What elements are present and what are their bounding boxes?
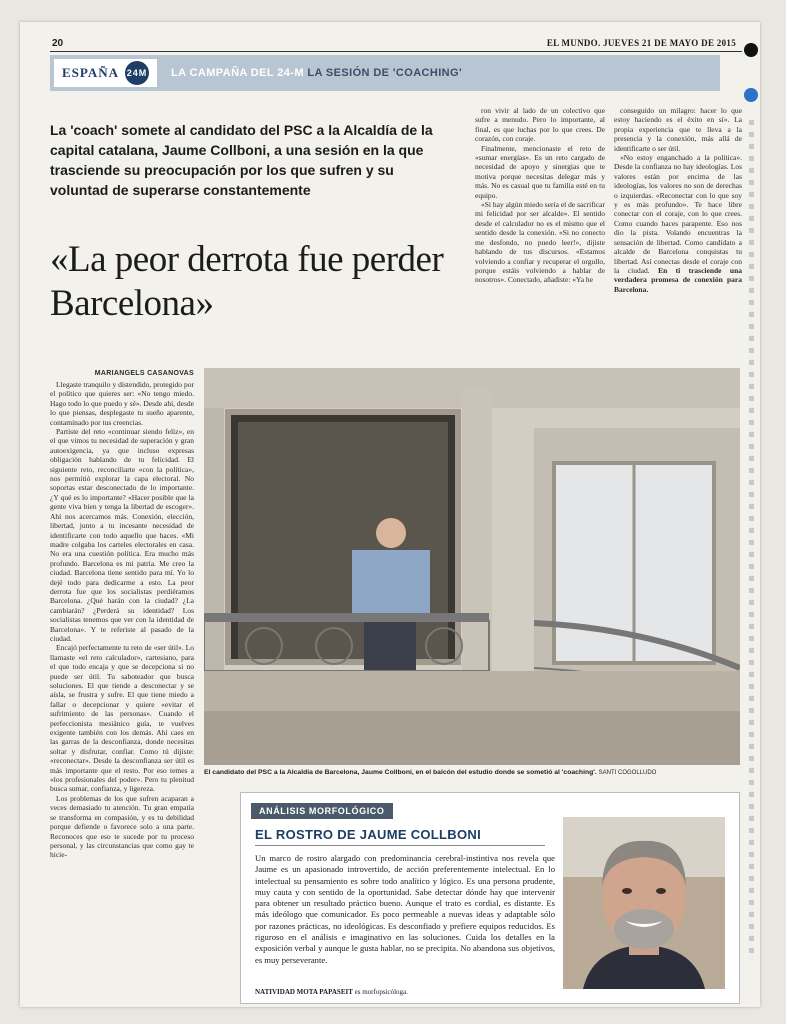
- closing-line: En ti trasciende una verdadera promesa de conexión para Barcelona.: [614, 265, 742, 294]
- kicker-prefix: LA CAMPAÑA DEL 24-M: [171, 67, 304, 79]
- paragraph: Encajó perfectamente tu reto de «ser útil». Lo llamaste «el reto calculador», cartesiano, para el que todo encaja y que se decepciona si no puede ser útil. Tu saboteador que busca soluciones. El que tiende a desconectar y se aísla, se frustra y sufre. El que tiene miedo a fallar o decepcionar y quiere «evitar el sufrimiento de las personas». Cuando el perfeccionista mesiánico guía, te vuelves exigente también con los demás. Ahí caes en las garras de la desconfianza, donde necesitas soltar y disfrutar, confiar. Como tú dijiste: «reconectar». Desde la desconfianza ser útil es más importante que el resto. Por eso temes a «los profesionales del poder». Pero tu plenitud busca sumar, confianza, y ligereza.: [50, 643, 194, 794]
- paragraph: Finalmente, mencionaste el reto de «sumar energías». Es un reto cargado de necesidad de apoyo y sinergias que te motiva porque necesitas delegar más y más. No es casual que tu familia esté en tu equipo.: [475, 143, 605, 200]
- signature-role: es morfopsicóloga.: [354, 988, 408, 996]
- analysis-signature: [255, 988, 408, 996]
- registration-dot-blue: [744, 88, 758, 102]
- registration-dot-black: [744, 43, 758, 57]
- balcony-photo: [204, 368, 740, 765]
- text-column-2: [614, 106, 742, 349]
- text-column-3: [50, 370, 194, 1000]
- paragraph-body: «No estoy enganchado a la política». Desde la confianza no hay ideologías. Los valores están por encima de las ideologías, los valores no son de derechas o izquierdas. «Reconectar con lo que soy y es más profundo». Te hace libre conectar con el coraje, con lo que crees. Como cuando haces parapente. Eso nos dio la pista. Volando encuentras la sensación de libertad. Como candidato a alcalde de Barcelona conquistas tu libertad. Así conectas desde el coraje con la ciudad.: [614, 153, 742, 275]
- top-rule: [50, 51, 742, 52]
- paragraph: Llegaste tranquilo y distendido, protegido por el político que quieres ser: «No tengo miedo. Hago todo lo que puedo y sé». Desde ahí, desde lo que piensas, desplegaste tu sueño aparente, contaminado por tus creencias.: [50, 380, 194, 427]
- section-bar: [50, 55, 720, 91]
- newspaper-page: [20, 22, 760, 1007]
- paragraph: [614, 153, 742, 294]
- analysis-tag: ANÁLISIS MORFOLÓGICO: [251, 803, 393, 819]
- paragraph: «Si hay algún miedo sería el de sacrificar mi felicidad por ser alcalde». El sentido desde el calculador no es el mismo que el sentido desde la conexión. «Si no conecto me desfondo, no puedo leer!», dijiste hablando de tus discursos. «Estamos volviendo a confiar y recuperar el orgullo, porque estáis volviendo a hablar de nosotros». Conectado, añadiste: «Ya he: [475, 200, 605, 285]
- article-headline: «La peor derrota fue perder Barcelona»: [50, 239, 444, 324]
- portrait-illustration: [563, 817, 725, 989]
- analysis-title: EL ROSTRO DE JAUME COLLBONI: [255, 827, 481, 842]
- kicker-suffix: LA SESIÓN DE 'COACHING': [307, 67, 462, 79]
- paragraph: Los problemas de los que sufren acaparan a veces demasiado tu atención. Tu gran empatía se transforma en compasión, y es tu debilidad porque defiende o favorece solo a una parte. Reconoces que eso te sucede por tu proceso personal, y las circunstancias que como gay te hicie-: [50, 793, 194, 860]
- balcony-photo-illustration: [204, 368, 740, 765]
- portrait-photo: [563, 817, 725, 989]
- caption-text: El candidato del PSC a la Alcaldía de Barcelona, Jaume Collboni, en el balcón del estudio donde se sometió al 'coaching'.: [204, 769, 597, 776]
- divider: [255, 845, 545, 846]
- paragraph: ron vivir al lado de un colectivo que sufre a menudo. Pero lo importante, al final, es que luchas por lo que crees. De corazón, con coraje.: [475, 106, 605, 144]
- section-kicker: [171, 67, 462, 79]
- page-number: 20: [52, 38, 64, 49]
- paragraph: Partiste del reto «continuar siendo feliz», en el que vimos tu necesidad de superación y gran autoexigencia, ya que incluso expresas obligación hablando de tu felicidad. El siguiente reto, reconciliarte «con la política», nos permitió explorar la capa electoral. No soportas estar desconectado de lo importante. ¿Y qué es lo importante? «Hacer posible que la gente viva bien y tenga la libertad de escoger». Ahí nos acercamos más. Conexión, elección, libertad, junto a tu incesante necesidad de identificarte con todo aquello que haces. «Mi madre colgaba los carteles electorales en casa. No era una cuestión política. Era mucho más profundo. Barcelona es mi patria. Me creo la ciudad. Barcelona tiene sentido para mí. Yo lo dejé todo para dedicarme a esto. La peor derrota fue que los socialistas perdiéramos Barcelona. ¿Qué harán con la ciudad? ¿La cambiarán? ¿Perderá su identidad? Los socialistas tenemos que ver con la identidad de Barcelona». Y te referiste al pasado de la ciudad.: [50, 427, 194, 643]
- color-bar-strip: [749, 120, 754, 960]
- section-label: [54, 59, 157, 87]
- text-column-1: [475, 106, 605, 349]
- byline: MARIÁNGELS CASANOVAS: [94, 370, 194, 377]
- article-dek: La 'coach' somete al candidato del PSC a la Alcaldía de la capital catalana, Jaume Collboni, a una sesión en la que trasciende su preocupación por los que sufren y su voluntad de superarse constantemente: [50, 122, 433, 198]
- photo-credit: SANTI COGOLLUDO: [598, 770, 657, 776]
- signature-name: NATIVIDAD MOTA PAPASEIT: [255, 988, 353, 996]
- section-name: ESPAÑA: [62, 65, 120, 80]
- issue-date: EL MUNDO. JUEVES 21 DE MAYO DE 2015: [546, 38, 736, 48]
- elections-seal-icon: 24M: [125, 61, 149, 85]
- analysis-text: Un marco de rostro alargado con predominancia cerebral-instintiva nos revela que Jaume es un apasionado introvertido, de acción preferentemente intelectual. En lo intelectual su pensamiento es sobre todo analítico y lógico. Es una persona prudente, muy cauta y con sentido de la oportunidad. Sabe detectar dónde hay que intervenir para obtener un resultado práctico bueno. Aunque el trato es cordial, es distante. Es más ideólogo que comunicador. Es poco permeable a nuevas ideas y adaptable sólo por razones prácticas, no ideológicas. Es desconfiado y prefiere equipos reducidos. Es riguroso en el análisis e imaginativo en las soluciones. Cuida los detalles en la exposición verbal y aunque le gusta hablar, no se precipita. No abandona sus objetivos, es muy perseverante.: [255, 853, 555, 965]
- analysis-box: [240, 792, 740, 1004]
- photo-caption: [204, 769, 740, 776]
- paragraph: conseguido un milagro: hacer lo que estoy haciendo es el éxito en sí». La propia experiencia que te lleva a la presencia y la conexión, más allá de identificarte o ser útil.: [614, 106, 742, 153]
